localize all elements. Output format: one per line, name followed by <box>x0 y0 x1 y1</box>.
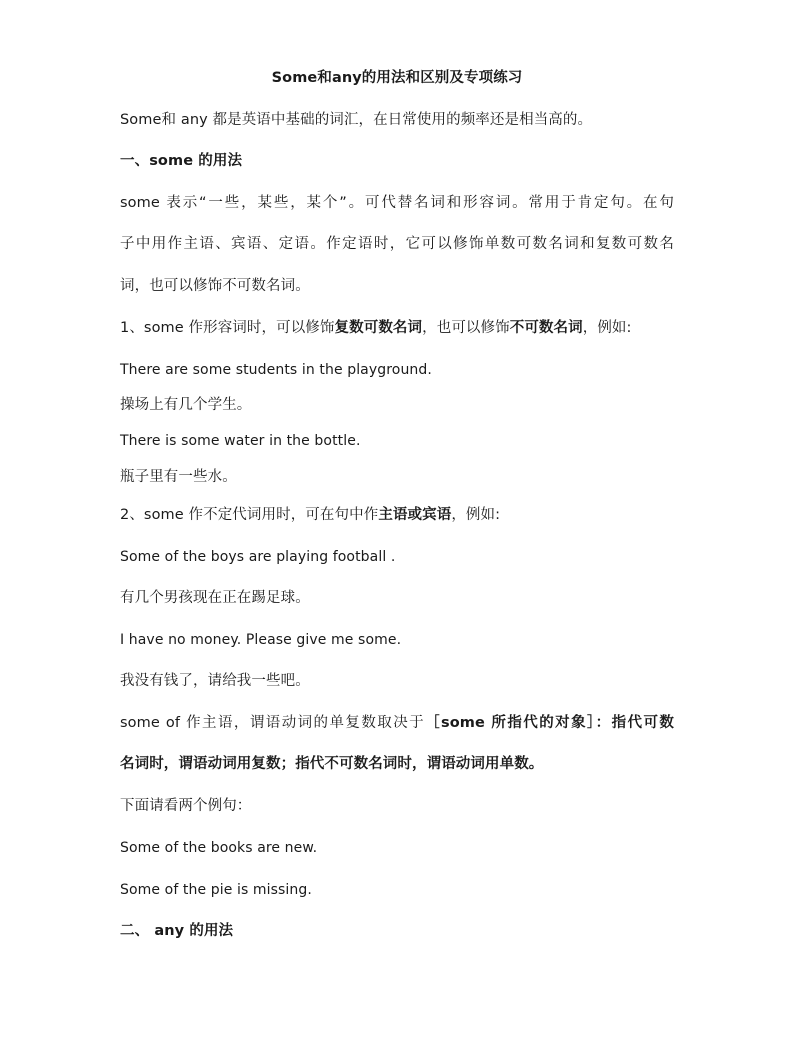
point1-bold-uncountable: 不可数名词 <box>509 320 583 336</box>
example1-english: There are some students in the playground. <box>120 362 432 378</box>
point1-bold-plural-countable: 复数可数名词 <box>334 320 423 336</box>
rule-bold-text: ［some 所指代的对象］：指代可数 <box>425 715 674 731</box>
point1-text: ，也可以修饰 <box>422 320 510 336</box>
example3-english: Some of the boys are playing football . <box>120 549 396 565</box>
point2-paragraph <box>120 505 500 525</box>
point2-text: 2、some 作不定代词用时，可在句中作 <box>120 507 379 523</box>
section-heading-some: 一、some 的用法 <box>120 153 243 169</box>
rule-line1 <box>120 713 674 733</box>
para1-line2: 子中用作主语、宾语、定语。作定语时，它可以修饰单数可数名词和复数可数名 <box>120 236 674 252</box>
example6-english: Some of the pie is missing. <box>120 882 312 898</box>
example3-chinese: 有几个男孩现在正在踢足球。 <box>120 590 310 606</box>
examples-intro: 下面请看两个例句： <box>120 798 252 814</box>
intro-paragraph: Some和 any 都是英语中基础的词汇，在日常使用的频率还是相当高的。 <box>120 112 593 128</box>
example1-chinese: 操场上有几个学生。 <box>120 397 252 413</box>
point2-text: ，例如: <box>451 507 501 523</box>
example5-english: Some of the books are new. <box>120 840 318 856</box>
point2-bold-subject-object: 主语或宾语 <box>378 507 452 523</box>
example2-english: There is some water in the bottle. <box>120 433 361 449</box>
point1-text: 1、some 作形容词时，可以修饰 <box>120 320 335 336</box>
point1-paragraph <box>120 318 632 338</box>
section-heading-any: 二、 any 的用法 <box>120 923 234 939</box>
example4-english: I have no money. Please give me some. <box>120 632 402 648</box>
rule-text: some of 作主语，谓语动词的单复数取决于 <box>120 715 426 731</box>
example4-chinese: 我没有钱了，请给我一些吧。 <box>120 673 310 689</box>
rule-line2: 名词时，谓语动词用复数；指代不可数名词时，谓语动词用单数。 <box>120 756 544 772</box>
document-title: Some和any的用法和区别及专项练习 <box>271 70 523 86</box>
example2-chinese: 瓶子里有一些水。 <box>120 469 237 485</box>
point1-text: ，例如: <box>582 320 632 336</box>
para1-line3: 词，也可以修饰不可数名词。 <box>120 278 310 294</box>
para1-line1: some 表示“一些，某些，某个”。可代替名词和形容词。常用于肯定句。在句 <box>120 195 674 211</box>
